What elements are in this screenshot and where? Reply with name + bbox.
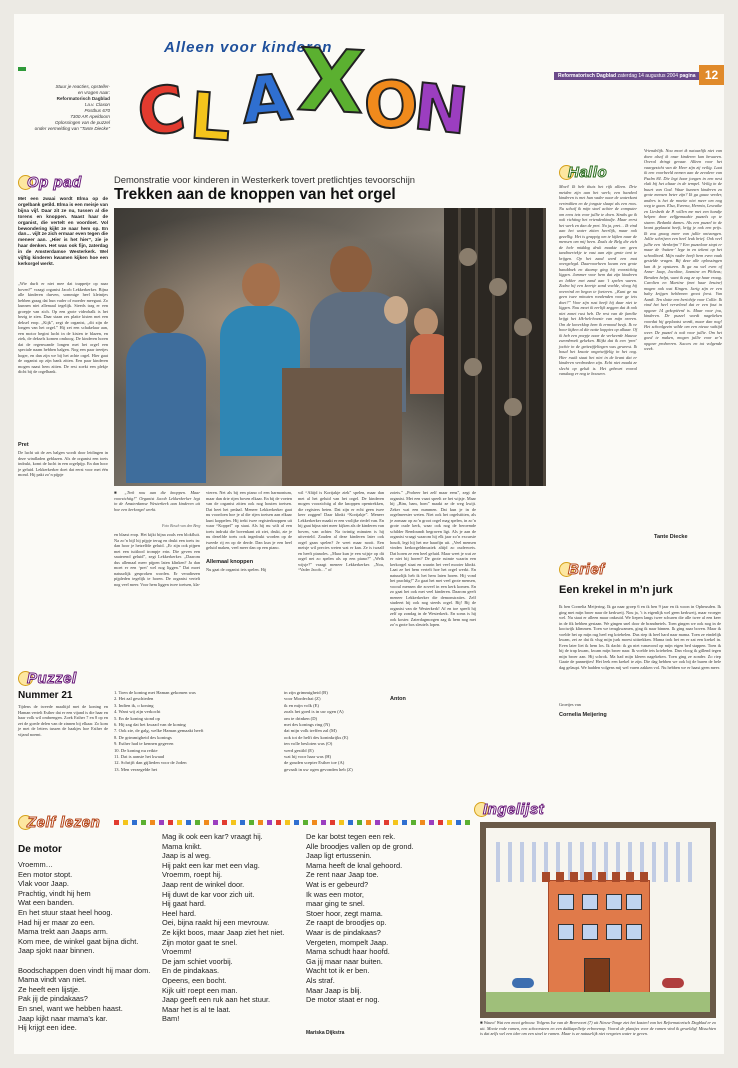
article-col3: vieren. Net als bij een piano of een harmonium, maar dan drie rijen boven elkaar. En bij de voeten van de organist zitten ook nog houten toetsen. Dat heet het pedaal. Meneer Lekkerkerker gaat nu voordoen hoe je al die rijen toetsen aan elkaar kunt koppelen. Hij trekt twee registerknoppen uit waar “Koppel” op staat. Als hij nu wilt al een toets indrukt die bovenkant zit ziet, drukt, zie je nu dezelfde toets ook ingedrukt worden op de tweede rij en op de derde. Dan kun je een heel geluid maken, veel meer dan op een piano. bbox=[206, 490, 292, 550]
article-intro: Met een zwaai wordt Elma op de orgelbank getild. Elma is een meisje van bijna vijf. Daar zit ze nu, tussen al die torens en knoppen. Naast haar de organist, die vertelt en voordoet. Vol bewondering kijkt ze naar hem op. En dan… vijlt ze zich ermaar even tegen die meneer aan. „Hier is het hier”, zie je haar denken. Het was ook fijn, zaterdag in de Amsterdamse Westerkerk. Wel vijftig kinderen kwamen kijken hoe een kerkorgel werkt. bbox=[18, 196, 108, 266]
article-col5: zoiets.” „Probeer het zelf maar eens”, zegt de organist. Met een vaart speelt ze het wijsje. Maar hij „Bim, bam, bom” maakt ze de weg kwijt. Zeker wat een nummen. Dat kun je in de orgelmeester weten. Niet ook het orgelstitten, als je zomaar op zo’n groot orgel mag spelen, in zo’n grote oude kerk, waar ook nog de beroemde schilder Rembrandt begraven ligt. Als je aan de organist vraagt waarom hij elk jaar zo’n excursie houdt, legt hij het me haarfijn uit. „Veel mensen vinden kerkorgeldmuziek altijd zo ouderwets. Dat horen ze een heel geluid. Maar weet je wat ze er niet bij horen? De grote ruimte waarin een kerkorgel staat en waarin het veel mooier klinkt. Laat ze het hem vertelt hoe het orgel werkt. En natuurlijk heb ik het hem laten horen. Hij vond het prachtig!” Zo gaat het met veel grote mensen, vooral mensen die zoveel in een kerk komen. En zo gaat het ook met veel kinderen. Daarom geeft meneer Lekkerkerker die demonstraties. Zelf studeert hij ook nog steeds orgel. Bij! Bij de organist van de Westerkerk! Af en toe speelt hij zelf op zondag in de Westerkerk. En soms is hij ook koster. Zaterdagmorgen zag ik hem nog met zo’n grote bos sleutels lopen. bbox=[390, 490, 476, 627]
poem-line: Hij pakt een kar met een vlag. bbox=[162, 860, 260, 870]
drawing-frame bbox=[480, 822, 716, 1018]
newspaper-page bbox=[14, 14, 724, 1054]
organ-console bbox=[282, 368, 402, 486]
hallo-col1: Moei! Ik heb thuis het rijk alleen. Drie meiden zijn aan het werk; een handvol kinderen is met hun vader naar de waterkant vertrokken en de jongste slaapt als een roos. Nu schuif ik mijn stoel achter de computer om eens iets voor jullie te doen. Straks ga ik ook richting het vriendenkindje. Maar eerst het werk en dan de pret. Nu ja, pret… Ik vind aan het water zitten heerlijk, maar ook gezellig. Het is grappig om te kijken naar de mensen om mij heen. Zoals de Belg die zich de hele middag druk maakte om geen tandtoeriekje te vast aan zijn grote tent te krijgen. Op het zand werd een mat overgelegd. Daarvoorheen kwam een grote handdoek en daarop ging hij voorzichtig liggen. Jammer voor hem dat zijn kinderen zo lekker met zand aan ’t spelen waren. Zodra hij een keertje zand voelde, vloog hij overeind en begon te foeteren. „Kunt ge nu geen twee minuten rondenden voor ge iets doet?” Voor zijn rust heeft hij daar niet te liggen. Nou moet ik eerlijk zeggen dat ik ook niet zonet rust heb. De rest van de familie krijgt het klk-hek-hoezie van mijn oreren. Om de koverklap hem ik ermond bezjt. Ik ve hoor kijken al die natte koppies op alkaar. Of ik heb een poepje naar de verkeerde blauwe zwembroek gekeken. Blijkt dat ik een ‘pret’ jochie in de getiezijfelingen was geweest. Ik houd het kraaie ongetwijfelig in het oog. Hier rsuik staat het niet in de krant dat er kinderen verdronken zijn. Echt niet maakt ze slecht op geluk is. Het gebeurt vooral vandaag er nog te bouwen. bbox=[559, 184, 637, 376]
section-hallo bbox=[559, 164, 607, 181]
article-headline: Trekken aan de knoppen van het orgel bbox=[114, 186, 396, 203]
puzzel-item: 12. Schrijft dan gijlieden voor de Joden bbox=[114, 760, 187, 766]
drawing-caption: ■ Wauw! Wat een mooi gebouw. Volgens Ise van de Breevoort (7) uit Nieuw-Tonge ziet het kasteel van het Reformatorisch Dagblad er zo uit. Mooie rode ramen, een schoorsteen en een dakkapelletje erbovenop. Vooral de plantjes voor de ramen vind ik geweldig! Misschien is dat zelfs wel een idee om een stoel te ramen. Maar is ze natuurlijk niet vergeten water te geven. bbox=[480, 1020, 716, 1036]
poem-col2 bbox=[162, 832, 304, 1024]
poem-line: Jaap ligt ertussenin. bbox=[306, 851, 372, 861]
subhead-pret: Pret bbox=[18, 442, 29, 448]
zelf-lezen-title: De motor bbox=[18, 844, 62, 855]
puzzel-item: de gouden scepter Esther toe (A) bbox=[284, 760, 345, 766]
poem-line: Kijk uit! roept een man. bbox=[162, 985, 238, 995]
poem-line: Wacht tot ik er ben. bbox=[306, 966, 370, 976]
poem-line: Vergeten, mompelt Jaap. bbox=[306, 937, 389, 947]
poem-line: Maar Jaap is blij. bbox=[306, 985, 362, 995]
photo-caption: ■ „Trek nou aan die knoppen. Maar voorzichtig!” Organist Jacob Lekkerkerker legt in de Amsterdamse Westerkerk aan kinderen uit hoe een kerkorgel werkt. bbox=[114, 490, 200, 512]
puzzel-item: 2. Het zal geschieden bbox=[114, 696, 154, 702]
window bbox=[558, 894, 574, 910]
organ-stops bbox=[444, 208, 546, 486]
poem-line: Had hij er maar zo een. bbox=[18, 917, 95, 927]
puzzel-item: 1. Toen de koning met Haman gekomen was bbox=[114, 690, 196, 695]
puzzel-item: werd gestild (E) bbox=[284, 747, 314, 753]
poem-spacer bbox=[18, 956, 156, 966]
door bbox=[584, 958, 610, 994]
masthead-tagline: Alleen voor kinderen bbox=[164, 39, 333, 56]
section-title: Puzzel bbox=[27, 670, 77, 687]
poem-line: Jaap is al weg. bbox=[162, 851, 211, 861]
article-author: Anton bbox=[390, 696, 406, 702]
poem-line: Vroemm! bbox=[162, 947, 192, 957]
poem-line: Alle broodjes vallen op de grond. bbox=[306, 841, 414, 851]
hallo-signature: Tante Diecke bbox=[654, 534, 688, 540]
poem-line: Stoer hoor, zegt mama. bbox=[306, 908, 383, 918]
puzzel-item: ten volle besloten was (O) bbox=[284, 741, 333, 747]
article-col4: wil “Altijd is Kortjakje ziek” spelen, maar dan met al het geluid van het orgel. De kinderen mogen voorzichtig al die knoppen opentrekken, die registers heten. Dat zijn er echt geen twee keer zoggen! Daar klinkt “Kortjakje”. Meneer Lekkerkerker maakt er een vrolijke riedel van. En hij gaat bijna niet meer kijken als de kinderen van boven, van achter. Na twintig minuten is hij uitverteld. Zouden al deze kinderen later ook orgel gaan spelen? Je weet maar nooit. Een meisje wil precies weten wat er kan. Ze is twaalf en heeft pianoles. „Maar kun je een wijsje op dit orgel net zo spelen als op een piano?” „Welk wijsje?” vraagt meneer Lekkerkerker. „Nou, “Vader Jacob…” of bbox=[298, 490, 384, 572]
puzzel-item: ook tot de helft des koninkrijks (E) bbox=[284, 734, 349, 740]
puzzel-item: wat hij voor haar was (H) bbox=[284, 754, 332, 760]
puzzel-item: 8. De grimmigheid des konings bbox=[114, 734, 172, 740]
poem-line: Wat is er gebeurd? bbox=[306, 879, 369, 889]
poem-line: Ze raapt de broodjes op. bbox=[306, 918, 387, 928]
dateline: Reformatorisch Dagblad zaterdag 14 augustus 2004 pagina bbox=[558, 73, 696, 79]
puzzel-item: ik en mijn volk (E) bbox=[284, 702, 319, 708]
brief-text: Ik ben Cornelia Meijering. Ik ga naar groep 6 en ik ben 9 jaar en ik woon in Opheusden. Ik ging met mijn broer naar de kerkweij. Nou ja, ’t is eigenlijk wel geen kerkweij, maar vroeger wel. Nu staat er alleen maar onkruid. We liepen langs twee schuren die alle twee al een keer in de fik hebben gestaan. We gingen snel door de brandnetels. Toen gingen we ook nog in de kooiwijk klimmen. Toen we terugkwamen, ging ik naar binnen. Ik ging naar boven. Maar ik voelde het op mijn rug heel erg kriebelen. Dus riep ik heel hard naar mama. Toen ze eindelijk kwam, zei ze dat ik vlug mijn jurk moest uittrekken. Mama trok het en er zat een krekel in. Even later liet ik hem los. Ik dacht: ik ga niet vanavond op mijn eigen bed stappen. Toen ik bij de trap kwam, kwam mijn broer naar. Ik voelde iets kriebelen. Dan vloog ik gillend tegen mijn broer aan. Hij schrok. Ma had mijn kleren nagekeken. Toen ging ze zonder. Zo riep Gaaie de pannetjies! Het leek een krekel te zijn. Die dag hebben we ook bij de buren de hele dag gelaupt. We hadden volgens mij wel varen zakken vol. Nu hebben we er haast geen meer. bbox=[559, 604, 721, 670]
decorative-dots bbox=[114, 820, 470, 825]
poem-line: Mama schudt haar hoofd. bbox=[306, 947, 390, 957]
poem-line: Oei, bijna raakt hij een mevrouw. bbox=[162, 918, 270, 928]
article-pret: De lucht uit de zes balgen wordt door leidingen in deze windladen geblazen. Als de organist een toets indrukt, komt de lucht in een orgelpijp. En dan hoor je geluid. Lekkerkerker doet dat eerst voor met één mond. Hij pakt zo’n pijpje bbox=[18, 450, 108, 477]
poem-line: Maar het is al te laat. bbox=[162, 1004, 231, 1014]
puzzel-item: zoals het goed is in uw ogen (A) bbox=[284, 709, 344, 715]
section-zelf-lezen bbox=[18, 814, 100, 831]
window bbox=[582, 924, 598, 940]
article-kicker: Demonstratie voor kinderen in Westerkerk tovert pretlichtjes tevoorschijn bbox=[114, 174, 415, 185]
logo-letter: X bbox=[295, 30, 367, 134]
puzzel-left-list bbox=[114, 690, 264, 773]
poem-line: Ze heeft een lijstje. bbox=[18, 984, 81, 994]
poem-line: Hij duwt de kar voor zich uit. bbox=[162, 889, 255, 899]
article-col1: „Wie durft er niet mee dat trappetje op naar boven?” vraagt organist Jacob Lekkerkerker. Bijna alle kinderen durven, sommige heel kleintjes hebben graag dat hun vader of moeder meegaat. Zo kunnen niet allemaal tegelijk. Steeds trag er een groepje van zich. Op een grote videobalk is het bezig te zien. Daar staan zes platte kisten met een deksel erop. „Kijk”, zegt de organist, „dit zijn de longen van het orgel.” Hij zet een schakelaar aan, een motor begint lucht in de kisten te blazen, en ziek, de deksels komen omhoog. De kinderen horen dat de regenwande longen met het orgel een speciale naam hebben balgen. Nog een paar treetjes hoger, en dan zijn we bij het achte orgel. Hier gaat de organist op zijn bank zitten. Een paar kinderen mogen naast hem zitten. De rest zoekt een plekje dicht bij de orgelbank. bbox=[18, 281, 108, 374]
section-title: Hallo bbox=[568, 164, 608, 181]
poem-line: maar ging te snel. bbox=[306, 899, 365, 909]
section-title: Ingelijst bbox=[483, 801, 545, 818]
window bbox=[606, 924, 622, 940]
puzzel-intro: Tijdens de tweede maaltijd met de koning en Haman vertelt Esther dat er een vijand is die haar en haar volk wil ombrengen. Zoek Esther 7 en 8 op en zet de goede delen van de zinnen bij elkaar. Zo kom je met de letters tussen de haakjes hoe Esther de vijand noemt. bbox=[18, 704, 108, 737]
address-block: Stuur je reacties, opsteller- en vragen naar: Reformatorisch Dagblad t.a.v. Claxon Postbus 670 7300 AR Apeldoorn Oplossingen van de puzzel onder vermelding van "Tante Diecke" bbox=[34, 84, 110, 131]
hallo-col2: Vriendelijk. Nou moet ik natuurlijk niet van doen alsof ik onze kinderen kan bewaren. Overal dringt gevaar. Alleen voor het vaargezicht van de Heer zijn zij veilig. Laat ik een voorbeeld nemen aan de zevalere van Psalm 84. Die legt haar jongen in een nest vlak bij het altaar in de tempel. Veilig in de buurt van God. Waar kunnen kinderen zo grote mensen beter zijn? Ik ga gauw verder, anders is het de moeite niet meer om nog weg te gaan. Elsa, Eveena, Hermia, Lesvaike en Liesbeth de P. willen me met een handje helpen door zelfgemaakte puzzels op te sturen. Bedankt dames. Als een puzzel in de krant geplaatst heeft, krijg je ook een prijs. Ik zou graag meer van jullie ontvangen. Jullie schrijven een heel leuk brief. Ook veel jullie een ‘denkrijm’? Een puzzelaar stopt er maar de ‘buiten-’ lege in en tekent op het schoolbord. Mijn vader heeft hem even vaak gestelde vragen. Bij deze alle oplossingen kan ik je opsturen. Ik ga nu wel even of Anne- Jaap, Jacoline, Jasmine en Phileas; Beraken helpt, want ik zag ze op haar vraag. Carolien en Martine (met haar bruine) mogen ook wat Kingen. Jarig zijn er een baby krijgen hebbenen groot feest. Van Aardt. Ten slotte een berichtje voor Collie. Ik vind het heel vervelend dat er een fout in opgave 14 gekopiëerd is. Maar voor jou, kinderen. De puzzel wordt nagekeken voordat hij geplaatst wordt, maar dan nog! Het schoolgezin wilde om een nieuw vaktijd weer. De puzzel is ook voor jullie. Om het goed te maken, mogen jullie voor ze’n opgave probeeren. Succes en tot volgende week. bbox=[644, 148, 722, 351]
puzzel-item: 9. Esther had te kennen gegeven bbox=[114, 741, 174, 747]
poem-col1 bbox=[18, 860, 156, 1033]
poem-line: Mama knikt. bbox=[162, 841, 202, 851]
poem-line: Opeens, een bocht. bbox=[162, 975, 227, 985]
poem-line: Zijn motor gaat te snel. bbox=[162, 937, 238, 947]
grass bbox=[486, 992, 710, 1012]
article-photo bbox=[114, 208, 546, 486]
article-col2: en blaast erop. Het kijkt bijna zoals een blokfluit. Na zo’n bijl hij pijpje terug en drukt een toets in: dan hoor je hetzelfde geluid. „Er zijn ook pijpen met een tuitlood trompje erin. Die geven een snaterend geluid”, zegt Lekkerkerker. „Daarom dus allemaal meer pijpen laten klinken? Ja dan moet er een ‘pret’ wel nog liggen.” Dat moet natuurlijk gesproken worden. Er veradiezen pijpleden tegelijk te horen. De organist vertelt nog veel meer. Voor hem liggen twee toetsen, kla- bbox=[114, 532, 200, 587]
puzzel-item: 4. Want wij zijn verkocht bbox=[114, 709, 161, 715]
logo-letter: N bbox=[410, 70, 472, 150]
poem-line: Vroemm… bbox=[18, 860, 54, 869]
logo-letter: O bbox=[361, 67, 421, 145]
poem-line: Hij gaat hard. bbox=[162, 899, 206, 909]
window bbox=[606, 894, 622, 910]
photo-credit: Foto Bosch van den Berg bbox=[162, 524, 201, 528]
poem-line: Ik was een motor, bbox=[306, 889, 364, 899]
corner-marker bbox=[18, 67, 26, 71]
zelf-lezen-author: Mariska Dijkstra bbox=[306, 1030, 345, 1036]
child-head bbox=[414, 308, 438, 336]
brief-greeting: Groetjes van bbox=[559, 702, 581, 707]
poem-line: Wat een banden. bbox=[18, 898, 75, 908]
puzzel-item: 10. De koning nu reikte bbox=[114, 747, 158, 753]
poem-line: De motor staat er nog. bbox=[306, 995, 380, 1005]
car bbox=[512, 978, 534, 988]
stop-knob bbox=[489, 278, 507, 296]
puzzel-item: om te drinken (D) bbox=[284, 715, 318, 721]
poem-line: Jaap kijkt naar mama’s kar. bbox=[18, 1013, 108, 1023]
poem-line: Heel hard. bbox=[162, 908, 197, 918]
section-title: Brief bbox=[568, 561, 605, 578]
poem-line: Mama vindt van niet. bbox=[18, 975, 87, 985]
section-title: Zelf lezen bbox=[27, 814, 101, 831]
logo-letter: C bbox=[133, 72, 190, 152]
page-number-badge: 12 bbox=[699, 65, 724, 85]
section-title: Op pad bbox=[27, 174, 82, 191]
poem-line: En snel, want we hebben haast. bbox=[18, 1003, 123, 1013]
child-head bbox=[384, 296, 408, 324]
poem-col3 bbox=[306, 832, 456, 1005]
window bbox=[626, 894, 642, 910]
poem-line: Pak jij de pindakaas? bbox=[18, 994, 88, 1004]
poem-line: Vlak voor Jaap. bbox=[18, 879, 69, 889]
battlements bbox=[542, 872, 654, 882]
poem-line: Jaap rent de winkel door. bbox=[162, 879, 245, 889]
stop-knob bbox=[464, 358, 482, 376]
poem-line: Mama heeft de knal gehoord. bbox=[306, 860, 403, 870]
section-op-pad bbox=[18, 174, 82, 191]
poem-line: De jam schiet voorbij. bbox=[162, 956, 233, 966]
poem-line: Hij krijgt een idee. bbox=[18, 1023, 77, 1033]
poem-line: Ga jij maar naar buiten. bbox=[306, 956, 383, 966]
child-drawing bbox=[486, 828, 710, 1012]
puzzel-item: met des konings ring (N) bbox=[284, 722, 330, 728]
puzzel-title: Nummer 21 bbox=[18, 690, 73, 701]
puzzel-item: 5. En de koning stond op bbox=[114, 715, 160, 721]
child-head bbox=[242, 263, 280, 307]
logo-letter: A bbox=[238, 60, 295, 140]
child-body bbox=[126, 333, 206, 483]
section-puzzel bbox=[18, 670, 77, 687]
poem-line: Jaap geeft een ruk aan het stuur. bbox=[162, 995, 271, 1005]
poem-line: Ze kijkt boos, maar Jaap ziet het niet. bbox=[162, 927, 285, 937]
puzzel-item: gevaalt in uw ogen gevonden heb (Z) bbox=[284, 766, 353, 772]
window bbox=[626, 924, 642, 940]
puzzel-item: 13. Men verzegelde het bbox=[114, 766, 158, 772]
section-ingelijst bbox=[474, 801, 544, 818]
poem-line: En het stuur staat heel hoog. bbox=[18, 907, 113, 917]
window bbox=[582, 894, 598, 910]
puzzel-item: voor Mordechai (Z) bbox=[284, 696, 321, 702]
poem-line: De kar botst tegen een rek. bbox=[306, 832, 396, 841]
article-col3b: Nu gaat de organist iets spelen. Hij bbox=[206, 567, 267, 572]
organist-head bbox=[330, 246, 372, 294]
poem-line: Boodschappen doen vindt hij maar dom. bbox=[18, 965, 151, 975]
window bbox=[558, 924, 574, 940]
brief-title: Een krekel in m’n jurk bbox=[559, 584, 673, 596]
section-brief bbox=[559, 561, 605, 578]
poem-line: Mag ik ook een kar? vraagt hij. bbox=[162, 832, 263, 841]
stop-knob bbox=[504, 398, 522, 416]
subhead-allemaal: Allemaal knoppen bbox=[206, 559, 254, 565]
puzzel-item: in zijn grimmigheid (B) bbox=[284, 690, 328, 695]
poem-line: Een motor stopt. bbox=[18, 869, 73, 879]
puzzel-item: 6. Hij zag dat het kwaad van de koning bbox=[114, 722, 186, 728]
poem-line: Bam! bbox=[162, 1014, 180, 1024]
poem-line: Kom mee, de winkel gaat bijna dicht. bbox=[18, 936, 139, 946]
poem-line: Ze rent naar Jaap toe. bbox=[306, 870, 379, 880]
poem-line: Jaap sjokt naar binnen. bbox=[18, 946, 95, 956]
poem-line: Waar is de pindakaas? bbox=[306, 927, 381, 937]
brief-author: Cornelia Meijering bbox=[559, 712, 607, 718]
poem-line: Prachtig, vindt hij hem bbox=[18, 888, 91, 898]
poem-line: En de pindakaas. bbox=[162, 966, 220, 976]
puzzel-item: 7. Ook zie, de galg, welke Haman gemaakt heeft bbox=[114, 728, 204, 734]
logo-letter: L bbox=[187, 79, 234, 157]
puzzel-right-list bbox=[284, 690, 394, 773]
stop-knob bbox=[514, 318, 532, 336]
child-head bbox=[144, 288, 184, 334]
poem-line: Mama trekt aan Jaaps arm. bbox=[18, 927, 108, 937]
puzzel-item: 3. Indien ik, o koning bbox=[114, 702, 154, 708]
car bbox=[662, 978, 684, 988]
poem-line: Vroemm, roept hij. bbox=[162, 870, 223, 880]
puzzel-item: dat mijn volk treffen zal (M) bbox=[284, 728, 337, 734]
stop-knob bbox=[459, 248, 477, 266]
puzzel-item: 11. Dat is aansie het kwaad bbox=[114, 754, 165, 760]
poem-line: Als straf. bbox=[306, 975, 335, 985]
